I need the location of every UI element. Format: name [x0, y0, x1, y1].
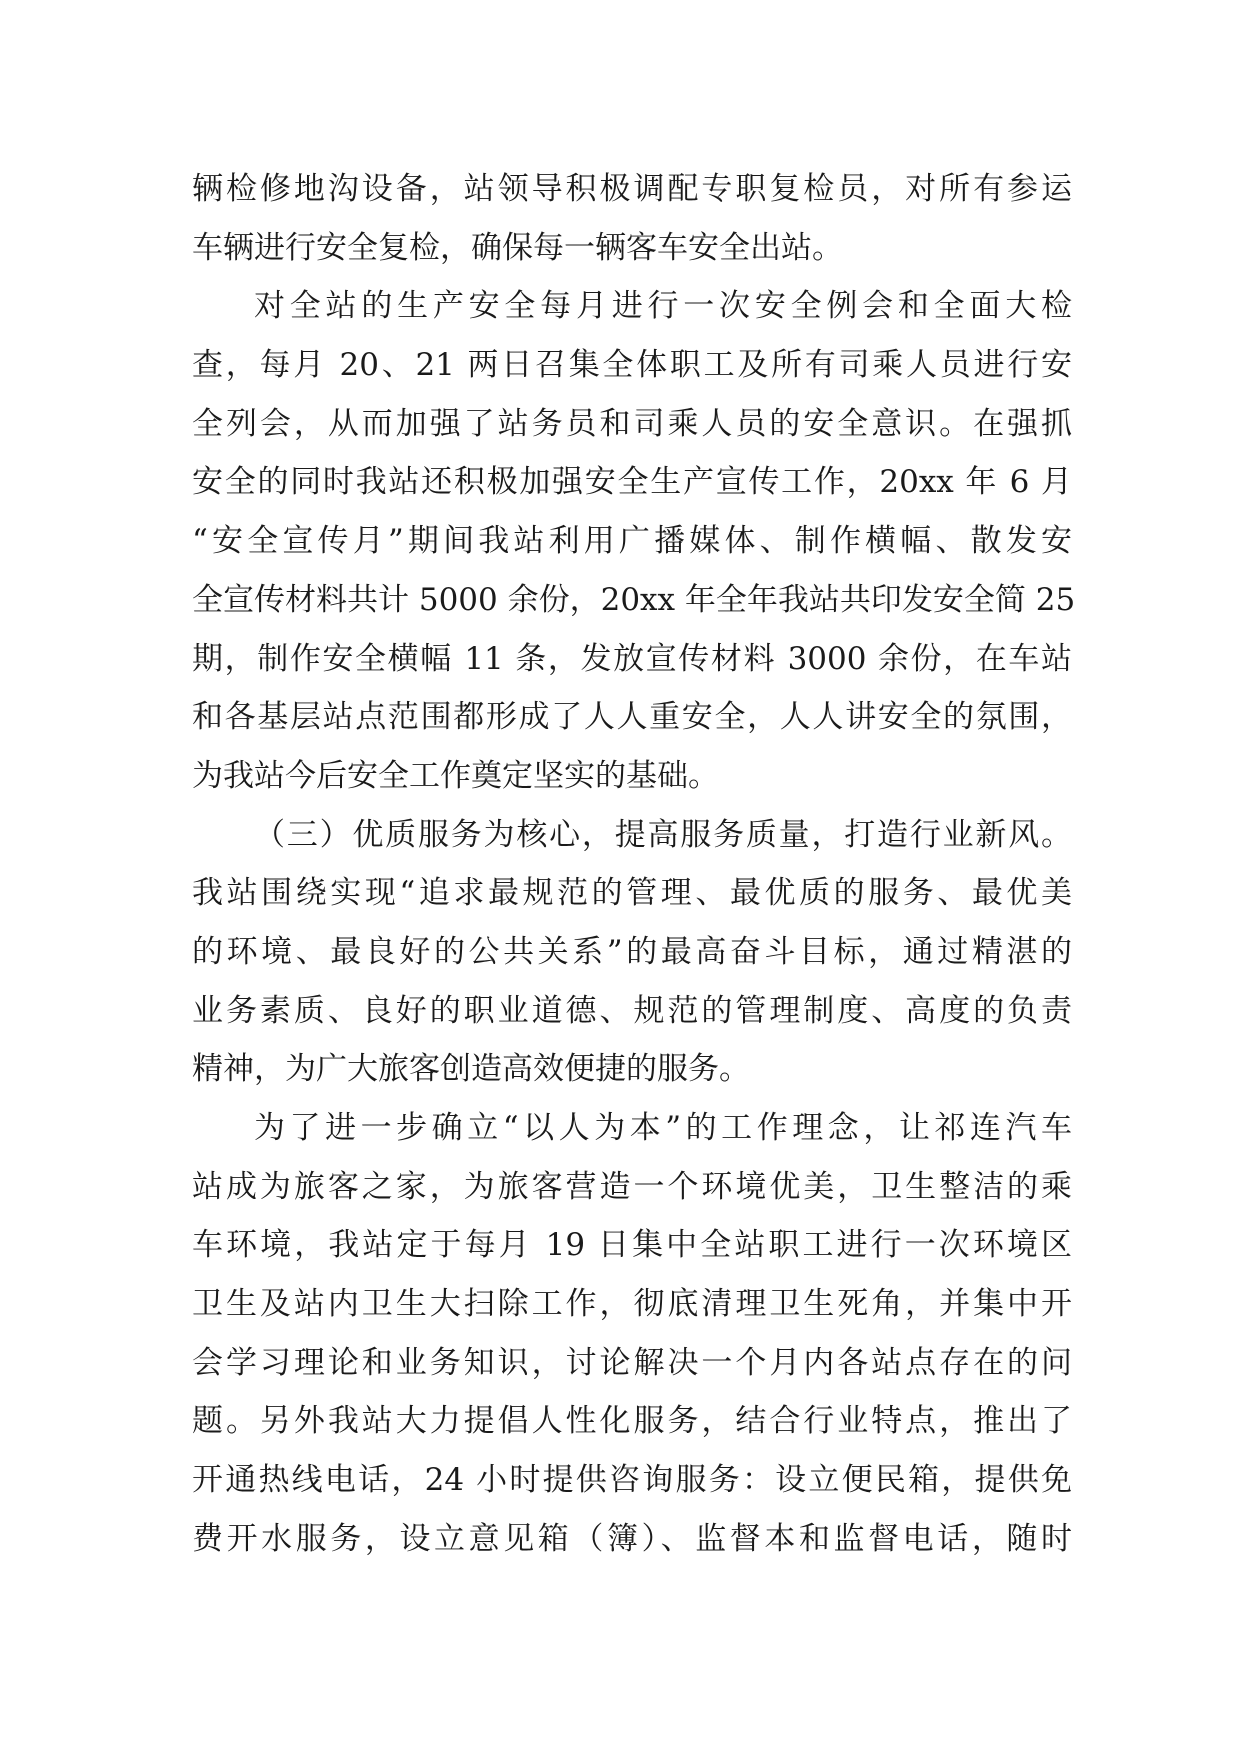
text-line: 为我站今后安全工作奠定坚实的基础。 [192, 757, 719, 794]
text-line: 精神，为广大旅客创造高效便捷的服务。 [192, 1051, 750, 1088]
text-line: 会学习理论和业务知识，讨论解决一个月内各站点存在的问 [192, 1344, 1072, 1381]
text-line: （三）优质服务为核心，提高服务质量，打造行业新风。 [254, 816, 1072, 853]
text-line: 站成为旅客之家，为旅客营造一个环境优美，卫生整洁的乘 [192, 1168, 1072, 1205]
body-text [192, 160, 1076, 1569]
text-line: 业务素质、良好的职业道德、规范的管理制度、高度的负责 [192, 992, 1072, 1029]
text-line: 对全站的生产安全每月进行一次安全例会和全面大检 [254, 288, 1072, 325]
text-line: 卫生及站内卫生大扫除工作，彻底清理卫生死角，并集中开 [192, 1286, 1072, 1323]
text-line: 全宣传材料共计 5000 余份，20xx 年全年我站共印发安全简 25 [192, 581, 1076, 618]
text-line: 全列会，从而加强了站务员和司乘人员的安全意识。在强抓 [192, 405, 1072, 442]
text-line: 费开水服务，设立意见箱（簿）、监督本和监督电话，随时 [192, 1520, 1072, 1557]
text-line: 期，制作安全横幅 11 条，发放宣传材料 3000 余份，在车站 [192, 640, 1072, 677]
text-line: “安全宣传月”期间我站利用广播媒体、制作横幅、散发安 [192, 523, 1072, 560]
text-line: 为了进一步确立“以人为本”的工作理念，让祁连汽车 [254, 1110, 1072, 1146]
text-line: 我站围绕实现“追求最规范的管理、最优质的服务、最优美 [192, 875, 1072, 912]
text-line: 的环境、最良好的公共关系”的最高奋斗目标，通过精湛的 [192, 933, 1072, 970]
text-line: 和各基层站点范围都形成了人人重安全，人人讲安全的氛围， [192, 699, 1072, 736]
text-line: 题。另外我站大力提倡人性化服务，结合行业特点，推出了 [192, 1403, 1072, 1440]
text-line: 安全的同时我站还积极加强安全生产宣传工作，20xx 年 6 月 [192, 464, 1072, 501]
text-line: 开通热线电话，24 小时提供咨询服务：设立便民箱，提供免 [192, 1462, 1072, 1499]
text-line: 查，每月 20、21 两日召集全体职工及所有司乘人员进行安 [192, 347, 1072, 384]
text-line: 车辆进行安全复检，确保每一辆客车安全出站。 [192, 229, 843, 266]
text-line: 车环境，我站定于每月 19 日集中全站职工进行一次环境区 [192, 1227, 1072, 1264]
text-line: 辆检修地沟设备，站领导积极调配专职复检员，对所有参运 [192, 171, 1072, 207]
